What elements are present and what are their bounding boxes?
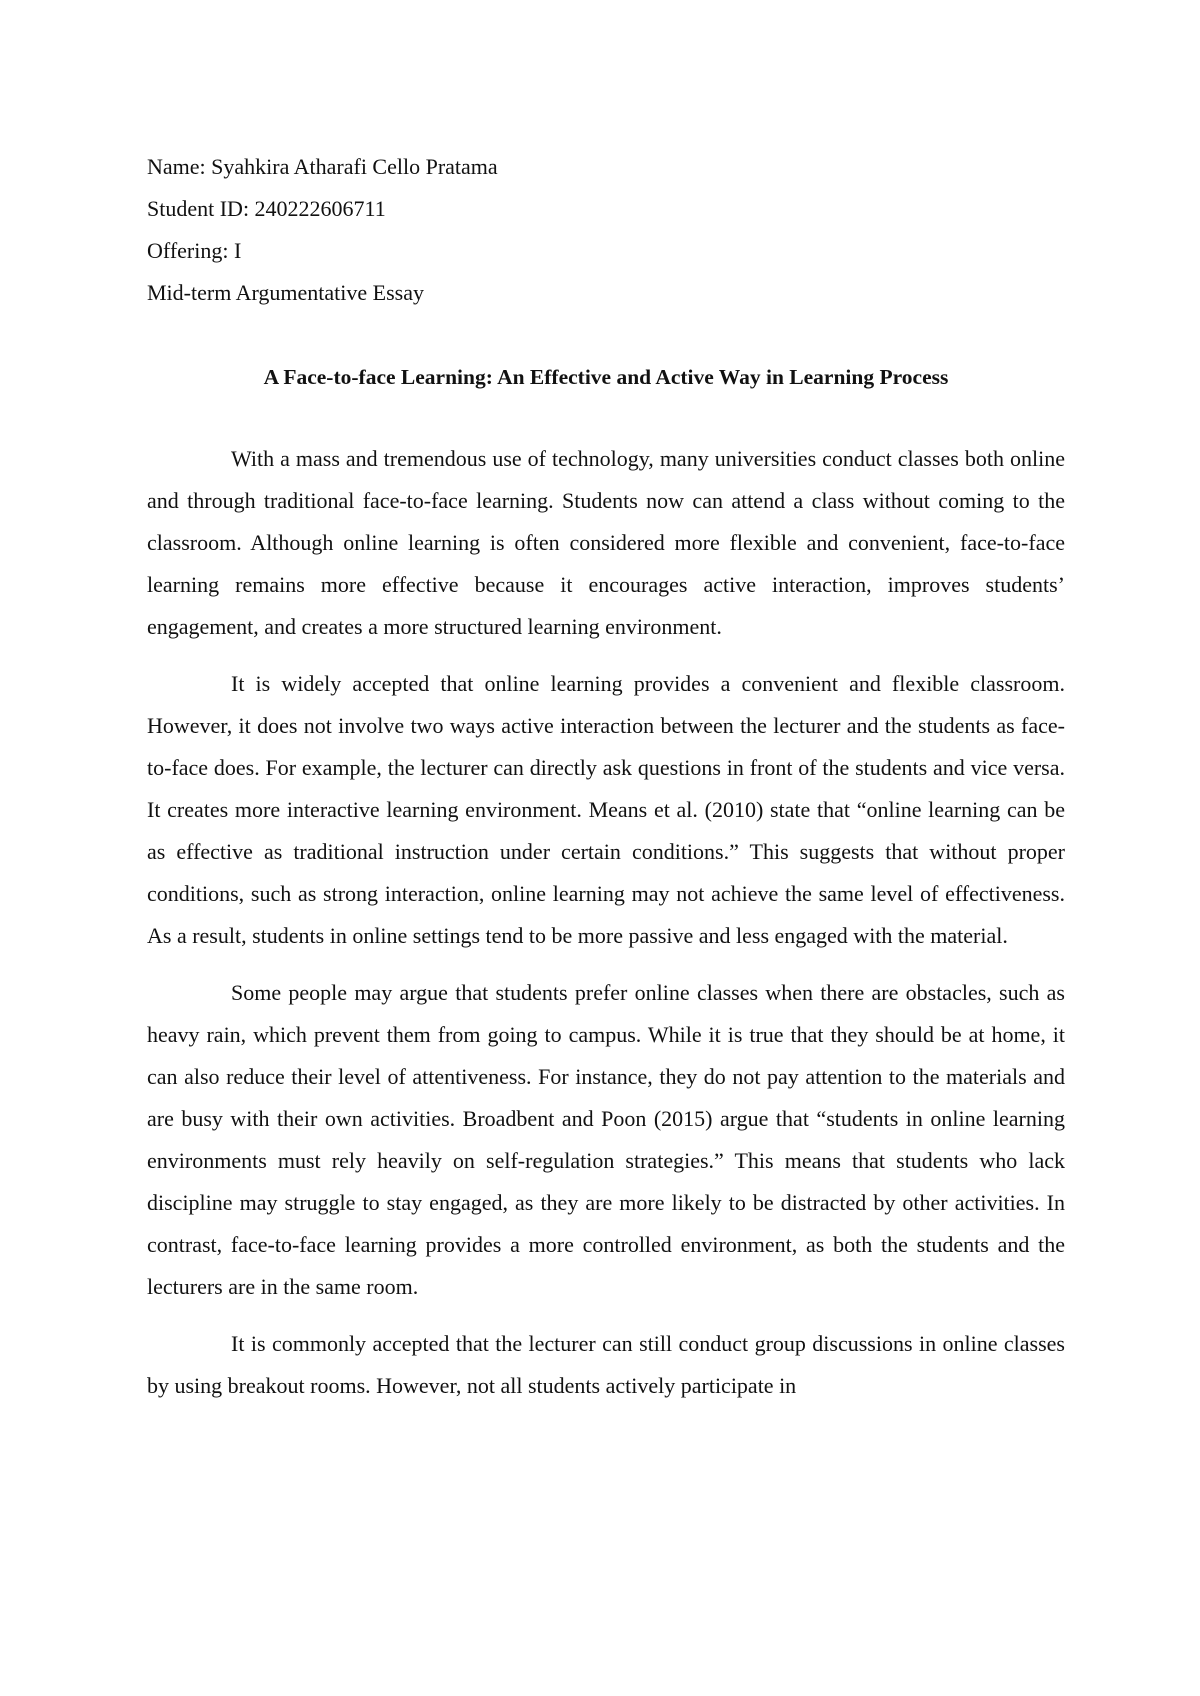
essay-title: A Face-to-face Learning: An Effective and Active Way in Learning Process — [263, 365, 949, 389]
document-content — [147, 146, 1065, 1422]
essay-paragraph-1: With a mass and tremendous use of technology, many universities conduct classes both online and through traditional face-to-face learning. Students now can attend a class without coming to the classroom. Although online learning is often considered more flexible and convenient, face-to-face learning remains more effective because it encourages active interaction, improves students’ engagement, and creates a more structured learning environment. — [147, 446, 1065, 639]
student-id-line: Student ID: 240222606711 — [147, 196, 386, 221]
essay-paragraph-3: Some people may argue that students prefer online classes when there are obstacles, such as heavy rain, which prevent them from going to campus. While it is true that they should be at home, it can also reduce their level of attentiveness. For instance, they do not pay attention to the materials and are busy with their own activities. Broadbent and Poon (2015) argue that “students in online learning environments must rely heavily on self-regulation strategies.” This means that students who lack discipline may struggle to stay engaged, as they are more likely to be distracted by other activities. In contrast, face-to-face learning provides a more controlled environment, as both the students and the lecturers are in the same room. — [147, 980, 1065, 1299]
offering-line: Offering: I — [147, 238, 242, 263]
essay-paragraph-4: It is commonly accepted that the lecturer can still conduct group discussions in online classes by using breakout rooms. However, not all students actively participate in — [147, 1331, 1065, 1398]
student-name-line: Name: Syahkira Atharafi Cello Pratama — [147, 154, 498, 179]
essay-body — [147, 438, 1065, 1407]
essay-paragraph-2: It is widely accepted that online learning provides a convenient and flexible classroom. However, it does not involve two ways active interaction between the lecturer and the students as face-to-face does. For example, the lecturer can directly ask questions in front of the students and vice versa. It creates more interactive learning environment. Means et al. (2010) state that “online learning can be as effective as traditional instruction under certain conditions.” This suggests that without proper conditions, such as strong interaction, online learning may not achieve the same level of effectiveness. As a result, students in online settings tend to be more passive and less engaged with the material. — [147, 671, 1065, 948]
assignment-line: Mid-term Argumentative Essay — [147, 280, 424, 305]
